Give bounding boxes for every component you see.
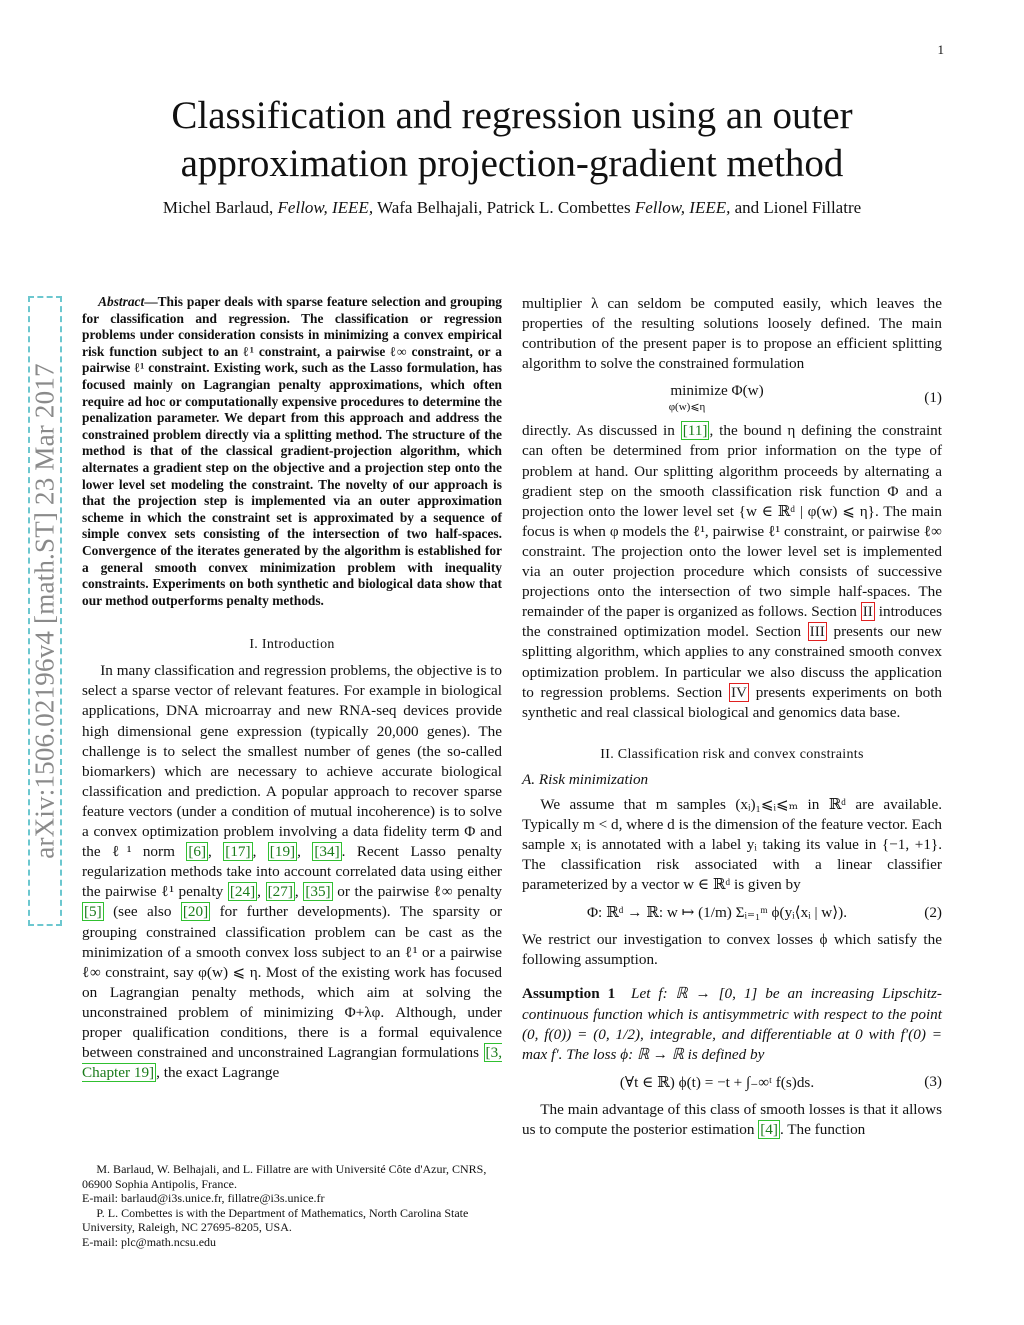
advantage-text-2: . The function: [779, 1120, 866, 1138]
equation-3-expr: (∀t ∈ ℝ) ϕ(t) = −t + ∫₋∞ᵗ f(s)ds.: [619, 1073, 815, 1091]
intro-text-5: for further developments). The sparsity or grouping constrained classification problem can be cast as the minimization of a smooth convex loss subject to an ℓ¹ or a pairwise ℓ∞ constraint, say φ(w) ⩽ η. Most of the existing work has focused on Lagrangian penalty methods, which aim at solving the unconstrained problem of minimizing Φ+λφ. Although, under proper qualification conditions, there is a formal equivalence between constrained and unconstrained Lagrangian formulations: [82, 903, 503, 1062]
equation-3: [522, 1073, 942, 1092]
section-2-heading: II. Classification risk and convex constraints: [600, 746, 864, 762]
author-3: and Lionel Fillatre: [734, 198, 862, 217]
intro-text-4: (see also: [113, 903, 172, 921]
author-1-role: Fellow, IEEE,: [277, 198, 374, 217]
author-2-role: Fellow, IEEE,: [634, 198, 731, 217]
outline-text-5: presents experiments on both synthetic and real classical biological and genomics data base.: [522, 683, 943, 721]
section-link-IV[interactable]: IV: [730, 683, 747, 701]
author-1: Michel Barlaud,: [162, 198, 274, 217]
intro-text-6: , the exact Lagrange: [156, 1064, 280, 1082]
assumption-1-text: Let f: ℝ → [0, 1] be an increasing Lipschitz-continuous function which is antisymmetric with respect to the point (0, f(0)) = (0, 1/2), integrable, and differentiable at 0 with f′(0) = max f′. The loss ϕ: ℝ → ℝ is defined by: [522, 985, 942, 1063]
intro-paragraph: In many classification and regression problems, the objective is to select a sparse vector of relevant features. For example in biological applications, DNA microarray and new RNA-seq devices provide high dimensional gene expression (typically 20,000 genes). The challenge is to select the smallest number of genes (the so-called biomarkers) which are necessary to achieve accurate biological classification and prediction. A popular approach to recover sparse feature vectors (under a condition of mutual incoherence) is to solve a convex optimization problem involving a data fidelity term Φ and the ℓ¹ norm [6] , [17] , [19] , [34] . Recent Lasso penalty regularization methods take into account correlated data using either the pairwise ℓ¹ penalty [24] , [27] , [35] or the pairwise ℓ∞ penalty [5] (see also [20] for further developments). The sparsity or grouping constrained classification problem can be cast as the minimization of a smooth convex loss subject to an ℓ¹ or a pairwise ℓ∞ constraint, say φ(w) ⩽ η. Most of the existing work has focused on Lagrangian penalty methods, which aim at solving the unconstrained problem of minimizing Φ+λφ. Although, under proper qualification conditions, there is a formal equivalence between constrained and unconstrained Lagrangian formulations [3, Chapter 19] , the exact Lagrange: [82, 662, 503, 1082]
equation-2: [522, 903, 942, 922]
arxiv-stamp-text: arXiv:1506.02196v4 [math.ST] 23 Mar 2017: [29, 363, 60, 859]
equation-1: [522, 382, 942, 413]
citation-20[interactable]: [20]: [182, 903, 209, 921]
footnote-email-1: E-mail: barlaud@i3s.unice.fr, fillatre@i3s.unice.fr: [82, 1191, 325, 1206]
citation-5[interactable]: [5]: [84, 903, 102, 921]
equation-2-number: (2): [924, 903, 942, 921]
right-column: [522, 294, 942, 1140]
citation-17[interactable]: [17]: [225, 843, 251, 861]
citation-3[interactable]: [3, Chapter 19]: [82, 1044, 502, 1082]
citation-11[interactable]: [11]: [682, 422, 708, 440]
citation-6[interactable]: [6]: [188, 843, 207, 861]
section-1-heading: I. Introduction: [249, 637, 335, 653]
paragraph-advantage: [522, 1100, 942, 1140]
outline-text-1: directly. As discussed in: [522, 422, 675, 440]
footnote-email-2: E-mail: plc@math.ncsu.edu: [82, 1234, 217, 1249]
equation-1-subscript: φ(w)⩽η: [668, 401, 706, 414]
citation-27[interactable]: [27]: [267, 883, 293, 901]
outline-text-4: presents our new splitting algorithm, which applies to any constrained smooth convex optimization problem. In particular we also discuss the application to regression problems. Section: [522, 623, 942, 701]
citation-35[interactable]: [35]: [305, 883, 331, 901]
arxiv-stamp: [28, 296, 62, 926]
paragraph-restrict: We restrict our investigation to convex losses ϕ which satisfy the following assumption.: [522, 931, 942, 969]
footnote-affiliation-1: M. Barlaud, W. Belhajali, and L. Fillatre are with Université Côte d'Azur, CNRS, 06900 Sophia Antipolis, France.: [82, 1162, 487, 1191]
equation-1-number: (1): [924, 388, 942, 406]
footnotes: [82, 1162, 502, 1250]
outline-text-3: introduces the constrained optimization model. Section: [522, 603, 943, 641]
equation-2-expr: Φ: ℝᵈ → ℝ: w ↦ (1/m) Σᵢ₌₁ᵐ ϕ(yᵢ⟨xᵢ | w⟩).: [586, 904, 848, 922]
paragraph-outline: [522, 421, 942, 722]
abstract-label: Abstract: [98, 294, 145, 309]
subsection-a-heading: A. Risk minimization: [522, 770, 649, 788]
left-column: [82, 294, 502, 1083]
citation-4[interactable]: [4]: [760, 1120, 778, 1138]
footnote-affiliation-2: P. L. Combettes is with the Department of Mathematics, North Carolina State University, Raleigh, NC 27695-8205, USA.: [82, 1205, 469, 1235]
abstract-text: —This paper deals with sparse feature selection and grouping for classification and regression. The classification or regression problems under consideration consists in minimizing a convex empirical risk function subject to an ℓ¹ constraint, a pairwise ℓ∞ constraint, or a pairwise ℓ¹ constraint. Existing work, such as the Lasso formulation, has focused mainly on Lagrangian penalty approximations, which often require ad hoc or computationally expensive procedures to determine the penalization parameter. We depart from this approach and address the constrained problem directly via a splitting method. The structure of the method is that of the classical gradient-projection algorithm, which alternates a gradient step on the objective and a projection step onto the lower level set modeling the constraint. The novelty of our approach is that the projection step is implemented via an outer approximation scheme in which the constraint set is approximated by a sequence of simple convex sets consisting of the intersection of two half-spaces. Convergence of the iterates generated by the algorithm is established for a general smooth convex minimization problem with inequality constraints. Experiments on both synthetic and biological data show that our method outperforms penalty methods.: [82, 294, 502, 608]
page-number: 1: [937, 42, 944, 57]
paper-title: Classification and regression using an outer approximation projection-gradient method: [171, 94, 853, 185]
author-line: [90, 198, 934, 218]
intro-text-2: . Recent Lasso penalty regularization methods take into account correlated data using either the pairwise ℓ¹ penalty: [82, 843, 502, 901]
equation-1-expr: minimize Φ(w): [670, 382, 764, 400]
paragraph-samples: We assume that m samples (xᵢ)₁⩽ᵢ⩽ₘ in ℝᵈ are available. Typically m < d, where d is the dimension of the feature vector. Each sample xᵢ is annotated with a label yᵢ taking its value in {−1, +1}. The classification risk associated with a linear classifier parameterized by a vector w ∈ ℝᵈ is given by: [522, 795, 942, 894]
citation-19[interactable]: [19]: [269, 843, 296, 861]
outline-text-2: , the bound η defining the constraint can often be determined from prior information on the type of problem at hand. Our splitting algorithm proceeds by alternating a gradient step on the smooth classification risk function Φ and a projection onto the lower level set {w ∈ ℝᵈ | φ(w) ⩽ η}. The main focus is when φ models the ℓ¹, pairwise ℓ¹ constraint, or pairwise ℓ∞ constraint. The projection onto the lower level set is implemented via an outer projection procedure which consists of successive projections onto the intersection of two simple half-spaces. The remainder of the paper is organized as follows. Section: [522, 422, 942, 621]
section-link-II[interactable]: II: [862, 603, 873, 621]
assumption-1-label: Assumption 1: [522, 985, 616, 1003]
intro-text-3: or the pairwise ℓ∞ penalty: [337, 883, 503, 901]
section-link-III[interactable]: III: [809, 623, 825, 641]
abstract: [82, 294, 502, 609]
author-2: Wafa Belhajali, Patrick L. Combettes: [377, 198, 631, 217]
equation-3-number: (3): [924, 1073, 942, 1091]
citation-24[interactable]: [24]: [229, 883, 256, 901]
assumption-1: [522, 984, 942, 1064]
equation-1-body: [522, 382, 912, 413]
citation-34[interactable]: [34]: [314, 843, 340, 861]
advantage-text-1: The main advantage of this class of smooth losses is that it allows us to compute the posterior estimation: [522, 1100, 942, 1138]
paragraph-contribution: multiplier λ can seldom be computed easily, which leaves the properties of the resulting solutions loosely defined. The main contribution of the present paper is to propose an efficient splitting algorithm to solve the constrained formulation: [522, 295, 942, 373]
intro-text-1: In many classification and regression problems, the objective is to select a sparse vector of relevant features. For example in biological applications, DNA microarray and new RNA-seq devices provide high dimensional gene expression (typically 20,000 genes). The challenge is to select the smallest number of genes (the so-called biomarkers) which are necessary to achieve accurate biological classification and prediction. A popular approach to recover sparse feature vectors (under a condition of mutual incoherence) is to solve a convex optimization problem involving a data fidelity term Φ and the ℓ¹ norm: [82, 662, 502, 861]
